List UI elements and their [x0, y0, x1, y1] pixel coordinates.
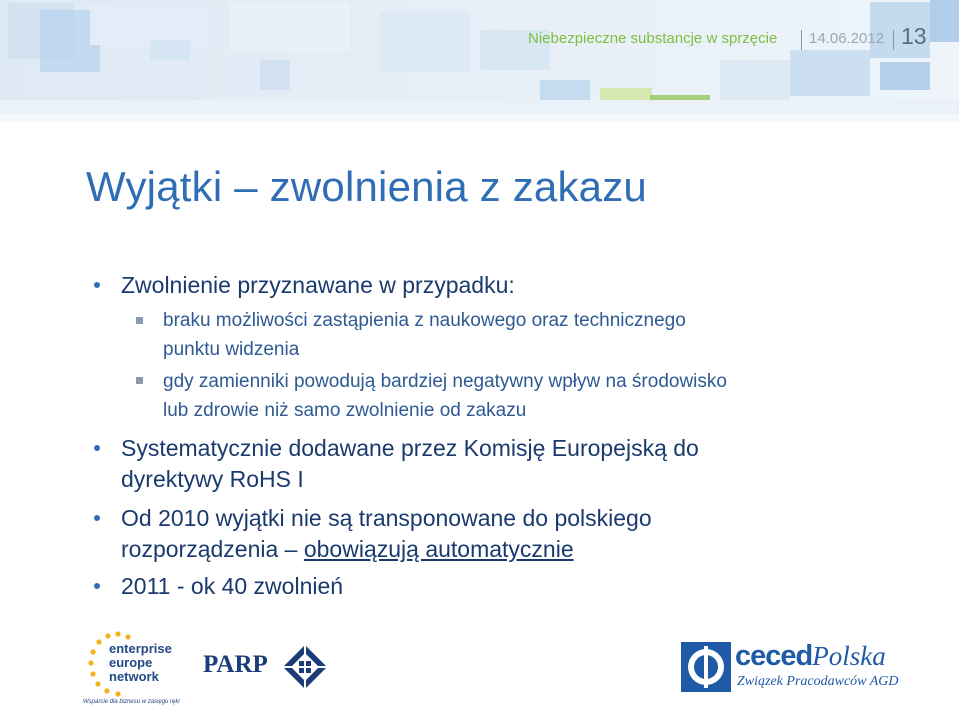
- sub-bullet-text: braku możliwości zastąpienia z naukowego oraz technicznego: [163, 310, 686, 331]
- logo-text: ceced: [735, 640, 813, 672]
- sub-bullet-square: [136, 317, 143, 324]
- sub-bullet-text: gdy zamienniki powodują bardziej negatywny wpływ na środowisko: [163, 371, 727, 392]
- header-date: 14.06.2012: [809, 30, 885, 47]
- bullet-text: Od 2010 wyjątki nie są transponowane do polskiego: [121, 505, 652, 531]
- bullet-text-line: [121, 535, 574, 563]
- bullet-dot: [94, 282, 100, 288]
- enterprise-europe-network-logo: [83, 628, 183, 713]
- bullet-dot: [94, 583, 100, 589]
- logo-text: network: [109, 669, 159, 684]
- bullet-text: Systematycznie dodawane przez Komisję Europejską do: [121, 435, 699, 461]
- bullet-text: Zwolnienie przyznawane w przypadku:: [121, 272, 515, 298]
- parp-logo: [203, 645, 328, 689]
- bullet-text: 2011 - ok 40 zwolnień: [121, 573, 344, 599]
- logo-text: PARP: [203, 651, 268, 678]
- logo-text: enterprise: [109, 641, 172, 656]
- bullet-dot: [94, 445, 100, 451]
- header-band: [0, 0, 959, 125]
- underlined-text: obowiązują automatycznie: [303, 536, 574, 562]
- header-decoration: [0, 0, 959, 125]
- logo-tagline: Wsparcie dla biznesu w zasięgu ręki: [83, 699, 180, 705]
- ceced-emblem-icon: [681, 642, 731, 692]
- parp-emblem-icon: [283, 645, 327, 689]
- sub-bullet-text: punktu widzenia: [163, 339, 300, 360]
- header-subject: Niebezpieczne substancje w sprzęcie: [528, 30, 778, 47]
- page-number: 13: [901, 23, 927, 49]
- ceced-polska-logo: [681, 640, 931, 696]
- logo-text: Polska: [812, 641, 886, 671]
- logo-text: europe: [109, 655, 153, 670]
- bullet-text: dyrektywy RoHS I: [121, 466, 304, 492]
- bullet-dot: [94, 515, 100, 521]
- header-separator: [893, 30, 894, 50]
- sub-bullet-text: lub zdrowie niż samo zwolnienie od zakazu: [163, 400, 527, 421]
- sub-bullet-square: [136, 377, 143, 384]
- logo-subtitle: Związek Pracodawców AGD: [737, 674, 899, 689]
- header-separator: [801, 30, 802, 50]
- slide-title: Wyjątki – zwolnienia z zakazu: [86, 163, 647, 210]
- bullet-text: rozporządzenia –: [121, 536, 298, 562]
